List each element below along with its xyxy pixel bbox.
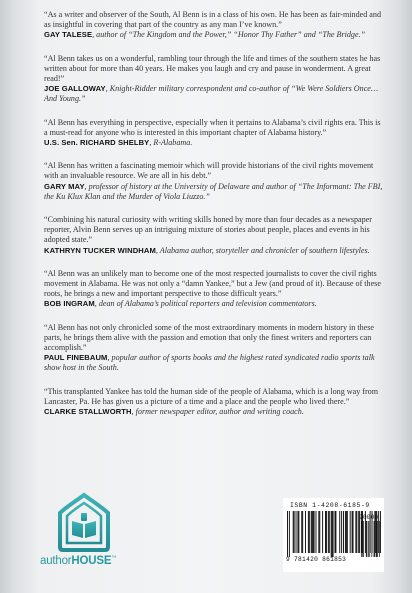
barcode-bar [311,511,312,553]
barcode-bar [302,511,303,553]
endorsement-quote: “Al Benn was an unlikely man to become one of the most respected journalists to cover the civil rights movement in Alabama. He was not only a “damn Yankee,” but a Jew (and proud of it). Because of these roots, he brings a new and important perspective to those difficult years.” [44,268,381,299]
endorser-name: BOB INGRAM [44,299,95,309]
endorsement-attribution [44,182,384,202]
endorser-name: JOE GALLOWAY [44,84,106,94]
barcode-bar [287,511,288,557]
barcode-bar [313,511,314,553]
barcode-bar [333,511,334,557]
endorser-name: PAUL FINEBAUM [44,353,108,363]
barcode-bar [380,511,381,553]
barcode-bar [326,511,327,553]
barcode-addon-bar [374,521,375,557]
barcode-bar [312,511,313,553]
endorsement [44,323,384,374]
barcode-bar [294,511,295,553]
endorser-name: GARY MAY [44,181,85,191]
barcode-bar [365,511,366,553]
house-book-icon [52,491,116,555]
barcode-bar [298,511,299,553]
barcode-bar [359,511,360,553]
endorser-name: CLARKE STALLWORTH [44,407,132,417]
barcode-bar [316,511,317,553]
endorsement [44,10,384,41]
barcode-bar [305,511,306,553]
barcode-bar [335,511,336,553]
barcode-bar [293,511,294,553]
barcode-bar [356,511,357,553]
endorsement-attribution [44,407,384,417]
barcode-bar [331,511,332,557]
barcode-addon-bar [361,521,362,557]
barcode-bar [350,511,351,553]
endorsement [44,118,384,149]
barcode-bar [319,511,320,553]
barcode-addon-bar [376,521,377,557]
publisher-brand-bold: HOUSE [71,555,112,567]
barcode-bar [346,511,347,553]
barcode-bar [345,511,346,553]
endorsement-attribution [44,138,384,148]
barcode-bar [378,511,379,553]
endorsement [44,215,384,256]
endorsement-quote: “Al Benn has everything in perspective, especially when it pertains to Alabama’s civil rights era. This is a must-read for anyone who is interested in this important chapter of Alabama history.” [44,117,381,137]
barcode-bar [355,511,356,553]
barcode-bar [325,511,326,553]
endorsement-quote: “Al Benn has written a fascinating memoir which will provide historians of the civil rights movement with an invaluable resource. We are all in his debt.” [44,161,374,181]
barcode-addon-bar [377,521,378,557]
endorsement [44,269,384,310]
barcode-addon-bar [362,521,363,557]
endorsement-quote: “Al Benn takes us on a wonderful, rambling tour through the life and times of the southern states he has written about for more than 40 years. He makes you laugh and cry and pause in wonderment. A great read!” [44,53,381,84]
barcode-bar [339,511,340,553]
endorser-description: , professor of history at the University of Delaware and author of “The Informant: The FBI, the Ku Klux Klan and the Murder of Viola Liuzzo.” [44,181,383,201]
endorsement-quote: “Al Benn has not only chronicled some of the most extraordinary moments in modern history in these parts, he brings them alive with the passion and emotion that only the finest writers and reporters can accomplish.” [44,322,374,353]
endorser-name: U.S. Sen. RICHARD SHELBY [44,138,150,148]
barcode-addon-bar [374,521,375,557]
endorser-description: , author of “The Kingdom and the Power,” “Honor Thy Father” and “The Bridge.” [92,30,366,40]
barcode-bar [343,511,344,553]
endorser-name: KATHRYN TUCKER WINDHAM [44,245,156,255]
endorsement-attribution [44,353,384,373]
trademark: ™ [111,555,117,562]
endorser-description: , Knight-Ridder military correspondent and co-author of “We Were Soldiers Once…And Young.” [44,84,379,104]
barcode-addon-bar [367,521,368,557]
price-code: 90000 [359,514,379,521]
barcode-bar [332,511,333,557]
endorsements [44,10,384,430]
barcode-bar [322,511,323,553]
endorsement [44,387,384,418]
endorser-name: GAY TALESE [44,30,93,40]
endorsement-attribution [44,246,384,256]
endorsement [44,161,384,202]
publisher-brand-light: author [40,555,72,567]
publisher-logo-text [40,555,116,567]
endorser-description: , R-Alabama. [149,138,193,148]
barcode-bar [328,511,329,553]
barcode-addon-bar [372,521,373,557]
barcode-bar [314,511,315,553]
endorsement-attribution [44,84,384,104]
barcode-bar [358,511,359,553]
barcode-addon-bar [363,521,364,557]
barcode-addon-bar [366,521,367,557]
endorsement-quote: “This transplanted Yankee has told the human side of the people of Alabama, which is a long way from Lancaster, Pa. He has given us a picture of a time and a place and the people who lived there.” [44,386,379,406]
barcode-bar [301,511,302,553]
barcode-addon-bar [369,521,370,557]
ean-digits: 9 781420 861853 [286,556,347,563]
barcode-addon-bar [379,521,380,557]
isbn-label: ISBN 1-4208-6185-9 [290,502,370,509]
endorser-description: , dean of Alabama’s political reporters and television commentators. [94,299,317,309]
endorsement-attribution [44,30,384,40]
barcode-bar [296,511,297,553]
barcode-bar [335,511,336,553]
endorser-description: , popular author of sports books and the highest rated syndicated radio sports talk show host in the South. [44,353,375,373]
barcode-bar [352,511,353,553]
barcode-addon-bar [368,521,369,557]
barcode-bar [308,511,309,553]
barcode-bar [297,511,298,553]
endorser-description: , former newspaper editor, author and writing coach. [131,407,304,417]
barcode-addon-bar [376,521,377,557]
barcode-bar [341,511,342,553]
barcode-bar [329,511,330,553]
barcode-bar [309,511,310,553]
endorsement-attribution [44,299,384,309]
endorsement [44,54,384,105]
endorser-description: , Alabama author, storyteller and chronicler of southern lifestyles. [155,245,370,255]
barcode-bars [287,511,381,557]
barcode-bar [347,511,348,553]
endorsement-quote: “As a writer and observer of the South, Al Benn is in a class of his own. He has been as fair-minded and as insightful in covering that part of the country as any man I’ve known.” [44,10,381,30]
barcode-bar [318,511,319,553]
barcode-bar [353,511,354,553]
endorsement-quote: “Combining his natural curiosity with writing skills honed by more than four decades as a newspaper reporter, Alvin Benn serves up an intriguing mixture of stories about people, places and events in his adopted state.” [44,215,372,245]
barcode-bar [289,511,290,557]
